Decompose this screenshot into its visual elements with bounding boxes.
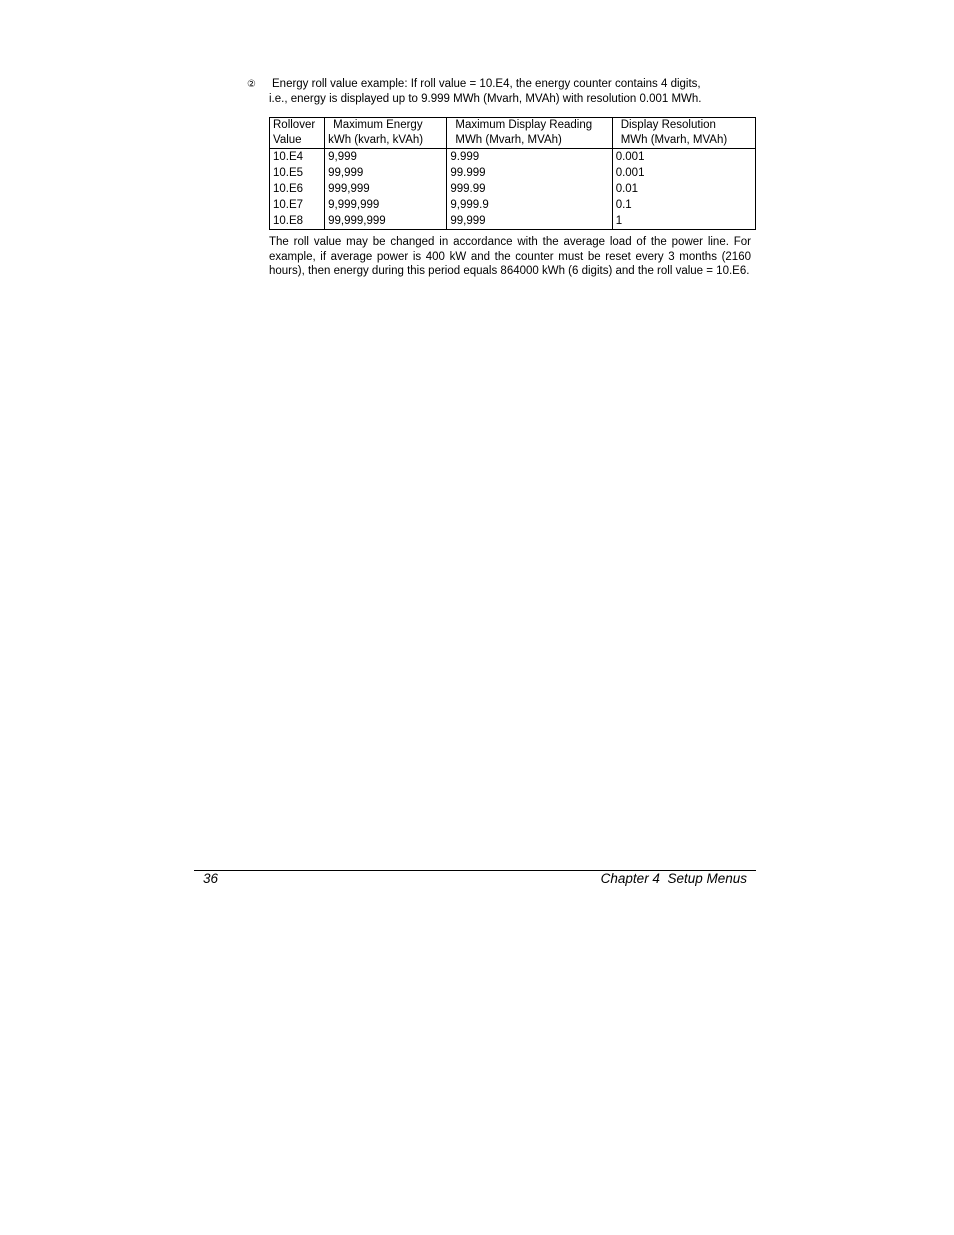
- table-cell: 0.001: [612, 149, 755, 166]
- table-cell: 99,999: [447, 213, 612, 230]
- table-row: [270, 181, 756, 197]
- table-cell: 999,999: [325, 181, 447, 197]
- note-line-1: Energy roll value example: If roll value = 10.E4, the energy counter contains 4 digits,: [272, 78, 701, 90]
- table-row: [270, 197, 756, 213]
- header-rollover-value: Rollover Value: [270, 118, 325, 149]
- table-cell: 0.1: [612, 197, 755, 213]
- table-row: [270, 213, 756, 230]
- table-cell: 99.999: [447, 165, 612, 181]
- header-display-resolution: Display Resolution MWh (Mvarh, MVAh): [612, 118, 755, 149]
- table-cell: 10.E7: [270, 197, 325, 213]
- header-maximum-energy: Maximum Energy kWh (kvarh, kVAh): [325, 118, 447, 149]
- table-cell: 0.001: [612, 165, 755, 181]
- table-row: [270, 165, 756, 181]
- table-cell: 10.E4: [270, 149, 325, 166]
- note-text: [269, 77, 751, 107]
- table-cell: 99,999,999: [325, 213, 447, 230]
- header-maximum-display-reading: Maximum Display Reading MWh (Mvarh, MVAh): [447, 118, 612, 149]
- table-cell: 0.01: [612, 181, 755, 197]
- table-header-row: [270, 118, 756, 149]
- table-cell: 1: [612, 213, 755, 230]
- table-cell: 9,999,999: [325, 197, 447, 213]
- page-number: 36: [203, 871, 219, 886]
- energy-roll-note: [247, 77, 751, 107]
- table-cell: 9,999.9: [447, 197, 612, 213]
- table-cell: 999.99: [447, 181, 612, 197]
- table-cell: 10.E5: [270, 165, 325, 181]
- table-cell: 9,999: [325, 149, 447, 166]
- table-cell: 10.E6: [270, 181, 325, 197]
- rollover-table: [269, 117, 756, 230]
- circled-two-marker: ②: [247, 79, 256, 90]
- note-line-2: i.e., energy is displayed up to 9.999 MWh (Mvarh, MVAh) with resolution 0.001 MWh.: [269, 93, 702, 105]
- roll-value-paragraph: The roll value may be changed in accordance with the average load of the power line. For example, if average power is 400 kW and the counter must be reset every 3 months (2160 hours), then energy during this period equals 864000 kWh (6 digits) and the roll value = 10.E6.: [269, 236, 751, 278]
- table-row: [270, 149, 756, 166]
- table-cell: 9.999: [447, 149, 612, 166]
- table-cell: 99,999: [325, 165, 447, 181]
- table-cell: 10.E8: [270, 213, 325, 230]
- chapter-title: Chapter 4 Setup Menus: [600, 871, 747, 886]
